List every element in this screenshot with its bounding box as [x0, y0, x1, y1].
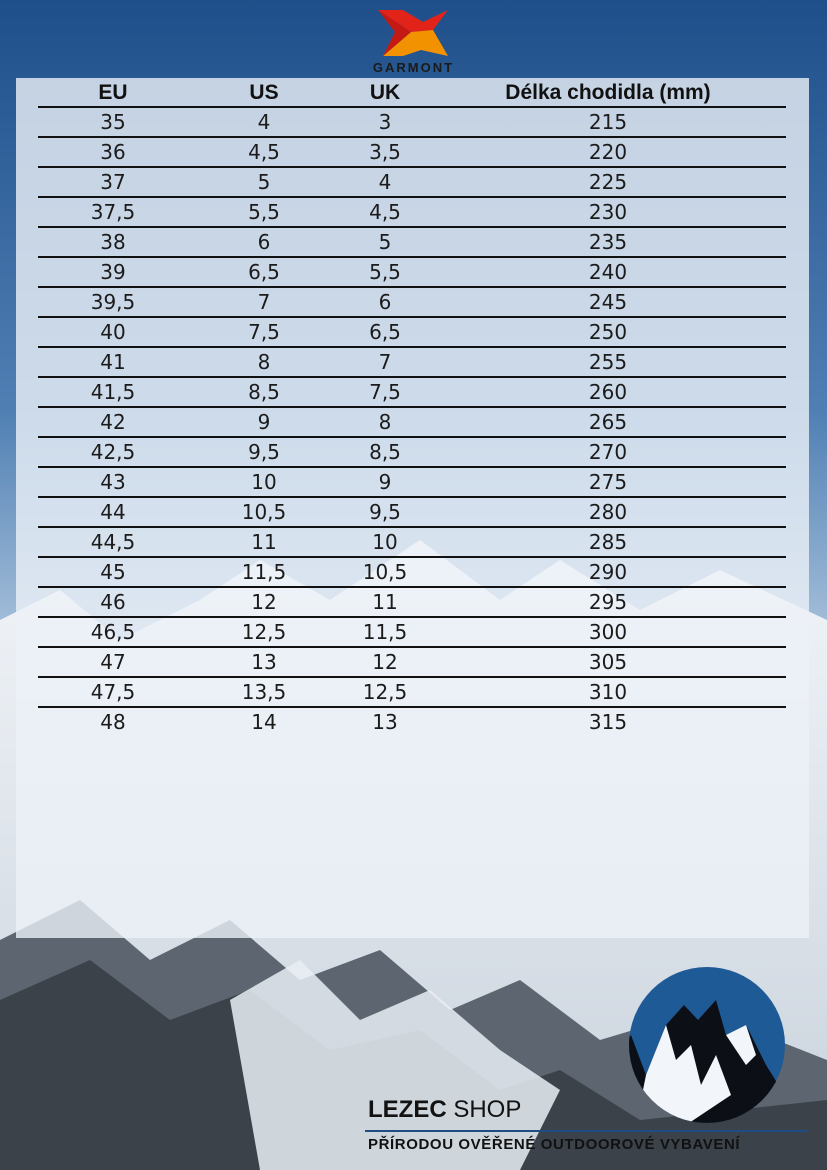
table-cell: 7,5 — [188, 317, 340, 347]
garmont-emblem-icon — [373, 8, 453, 60]
table-cell: 265 — [430, 407, 786, 437]
table-cell: 300 — [430, 617, 786, 647]
table-cell: 39 — [38, 257, 188, 287]
table-cell: 7 — [188, 287, 340, 317]
table-cell: 39,5 — [38, 287, 188, 317]
table-cell: 12,5 — [340, 677, 430, 707]
table-cell: 44,5 — [38, 527, 188, 557]
table-cell: 44 — [38, 497, 188, 527]
table-cell: 10 — [340, 527, 430, 557]
table-row — [38, 527, 786, 557]
table-cell: 36 — [38, 137, 188, 167]
table-cell: 315 — [588, 710, 628, 734]
table-cell: 13 — [188, 647, 340, 677]
table-cell: 6,5 — [188, 257, 340, 287]
table-row — [38, 617, 786, 647]
size-chart-body — [38, 107, 786, 736]
table-cell: 9,5 — [340, 497, 430, 527]
table-cell: 10,5 — [188, 497, 340, 527]
table-cell: 41,5 — [38, 377, 188, 407]
table-cell: 7 — [340, 347, 430, 377]
table-row — [38, 677, 786, 707]
table-cell: 10 — [188, 467, 340, 497]
table-cell: 40 — [38, 317, 188, 347]
column-header: UK — [340, 80, 430, 107]
table-cell: 41 — [38, 347, 188, 377]
table-cell: 280 — [430, 497, 786, 527]
table-cell: 3 — [340, 107, 430, 137]
table-cell: 11 — [340, 587, 430, 617]
table-cell: 42 — [38, 407, 188, 437]
table-cell: 37,5 — [38, 197, 188, 227]
table-cell: 5,5 — [340, 257, 430, 287]
table-cell: 46 — [38, 587, 188, 617]
table-cell: 11 — [188, 527, 340, 557]
table-cell: 260 — [430, 377, 786, 407]
brand-name: GARMONT — [372, 60, 455, 75]
table-row — [38, 347, 786, 377]
table-row — [38, 587, 786, 617]
table-cell: 43 — [38, 467, 188, 497]
table-cell: 45 — [38, 557, 188, 587]
table-cell: 11,5 — [340, 617, 430, 647]
table-row — [38, 197, 786, 227]
table-cell: 37 — [38, 167, 188, 197]
table-cell: 220 — [430, 137, 786, 167]
table-cell: 240 — [430, 257, 786, 287]
garmont-logo — [0, 0, 827, 80]
table-cell: 9,5 — [188, 437, 340, 467]
table-cell: 35 — [38, 107, 188, 137]
column-header: EU — [38, 80, 188, 107]
table-cell: 4,5 — [340, 197, 430, 227]
table-cell: 215 — [430, 107, 786, 137]
table-row — [38, 167, 786, 197]
table-row — [38, 137, 786, 167]
shop-name — [368, 1096, 521, 1124]
table-cell: 9 — [188, 407, 340, 437]
table-cell: 47,5 — [38, 677, 188, 707]
table-cell: 12 — [340, 647, 430, 677]
table-cell: 310 — [430, 677, 786, 707]
table-cell: 48 — [100, 710, 126, 734]
shop-divider — [365, 1130, 807, 1132]
column-header: Délka chodidla (mm) — [430, 80, 786, 107]
table-cell: 8 — [340, 407, 430, 437]
table-cell: 3,5 — [340, 137, 430, 167]
table-cell: 270 — [430, 437, 786, 467]
table-cell: 46,5 — [38, 617, 188, 647]
table-cell: 4 — [188, 107, 340, 137]
table-cell: 285 — [430, 527, 786, 557]
table-cell: 12 — [188, 587, 340, 617]
table-cell: 8 — [188, 347, 340, 377]
table-cell: 8,5 — [188, 377, 340, 407]
table-header-row — [38, 80, 786, 107]
table-cell: 11,5 — [188, 557, 340, 587]
table-cell: 13 — [372, 710, 398, 734]
table-cell: 255 — [430, 347, 786, 377]
table-cell: 38 — [38, 227, 188, 257]
table-cell: 47 — [38, 647, 188, 677]
shop-tagline: PŘÍRODOU OVĚŘENÉ OUTDOOROVÉ VYBAVENÍ — [368, 1136, 741, 1153]
table-cell: 6,5 — [340, 317, 430, 347]
table-row — [38, 287, 786, 317]
table-row — [38, 407, 786, 437]
table-cell: 6 — [340, 287, 430, 317]
table-row — [38, 647, 786, 677]
table-cell: 8,5 — [340, 437, 430, 467]
table-row — [38, 467, 786, 497]
table-cell: 250 — [430, 317, 786, 347]
table-row — [38, 107, 786, 137]
shop-name-regular: SHOP — [446, 1096, 522, 1123]
table-cell: 42,5 — [38, 437, 188, 467]
table-row — [38, 437, 786, 467]
lezec-shop-emblem-icon — [606, 965, 808, 1125]
table-cell: 230 — [430, 197, 786, 227]
table-cell: 275 — [430, 467, 786, 497]
table-cell: 295 — [430, 587, 786, 617]
table-cell: 4,5 — [188, 137, 340, 167]
table-cell: 12,5 — [188, 617, 340, 647]
table-cell: 14 — [251, 710, 277, 734]
table-cell: 225 — [430, 167, 786, 197]
table-row — [38, 557, 786, 587]
table-row — [38, 257, 786, 287]
table-cell: 5,5 — [188, 197, 340, 227]
table-row — [38, 707, 786, 736]
column-header: US — [188, 80, 340, 107]
table-cell: 10,5 — [340, 557, 430, 587]
table-cell: 13,5 — [188, 677, 340, 707]
table-cell: 5 — [188, 167, 340, 197]
table-cell: 305 — [430, 647, 786, 677]
table-cell: 7,5 — [340, 377, 430, 407]
table-cell: 9 — [340, 467, 430, 497]
table-cell: 6 — [188, 227, 340, 257]
table-cell: 290 — [430, 557, 786, 587]
shop-name-bold: LEZEC — [368, 1096, 447, 1123]
table-cell: 235 — [430, 227, 786, 257]
size-chart-table — [38, 80, 786, 736]
table-cell: 5 — [340, 227, 430, 257]
table-cell: 4 — [340, 167, 430, 197]
table-row — [38, 497, 786, 527]
table-row — [38, 227, 786, 257]
table-row — [38, 317, 786, 347]
table-cell: 245 — [430, 287, 786, 317]
table-row — [38, 377, 786, 407]
